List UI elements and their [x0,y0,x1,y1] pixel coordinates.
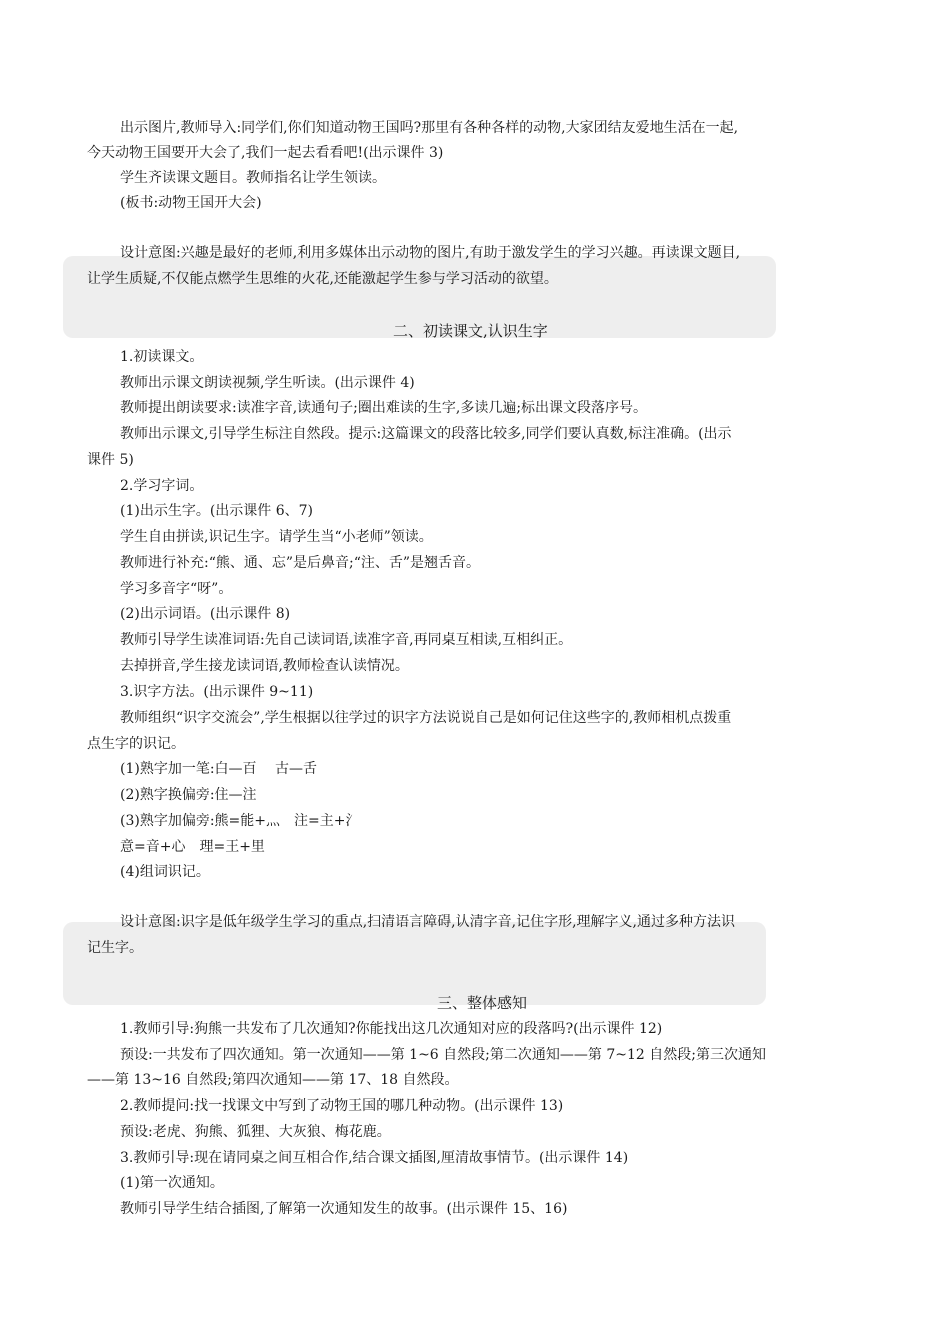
section-3-line: 预设:一共发布了四次通知。第一次通知——第 1~6 自然段;第二次通知——第 7~12 自然段;第三次通知 [120,1047,766,1063]
section-2-line: 教师出示课文,引导学生标注自然段。提示:这篇课文的段落比较多,同学们要认真数,标注准确。(出示 [120,426,732,442]
section-3-line: 预设:老虎、狗熊、狐狸、大灰狼、梅花鹿。 [120,1124,391,1140]
section-3-line: (1)第一次通知。 [120,1175,224,1191]
section-2-line: 教师进行补充:“熊、通、忘”是后鼻音;“注、舌”是翘舌音。 [120,555,481,571]
section-3-line: ——第 13~16 自然段;第四次通知——第 17、18 自然段。 [87,1072,459,1088]
section-2-line: (2)熟字换偏旁:住—注 [120,787,257,803]
design-intent-2-line-2: 记生字。 [87,940,143,956]
section-2-line: 点生字的识记。 [87,736,185,752]
section-2-heading: 二、初读课文,认识生字 [393,322,548,340]
section-3-line: 1.教师引导:狗熊一共发布了几次通知?你能找出这几次通知对应的段落吗?(出示课件 12) [120,1021,663,1037]
read-title-paragraph: 学生齐读课文题目。教师指名让学生领读。 [120,170,386,186]
section-3-line: 3.教师引导:现在请同桌之间互相合作,结合课文插图,厘清故事情节。(出示课件 14) [120,1150,629,1166]
design-intent-highlight-2 [63,922,766,1005]
section-3-line: 2.教师提问:找一找课文中写到了动物王国的哪几种动物。(出示课件 13) [120,1098,564,1114]
section-3-heading: 三、整体感知 [437,994,528,1012]
section-2-line: 教师组织“识字交流会”,学生根据以往学过的识字方法说说自己是如何记住这些字的,教师相机点拨重 [120,710,732,726]
section-2-line: 课件 5) [87,452,134,468]
blackboard-note: (板书:动物王国开大会) [120,195,262,211]
section-2-line: 教师出示课文朗读视频,学生听读。(出示课件 4) [120,375,415,391]
section-2-line: (3)熟字加偏旁:熊=能+灬 注=主+氵 [120,813,360,829]
section-2-line: (1)熟字加一笔:白—百 古—舌 [120,761,317,777]
section-2-line: 意=音+心 理=王+里 [120,839,265,855]
section-2-line: 教师提出朗读要求:读准字音,读通句子;圈出难读的生字,多读几遍;标出课文段落序号。 [120,400,648,416]
section-2-line: 去掉拼音,学生接龙读词语,教师检查认读情况。 [120,658,409,674]
section-2-line: (4)组词识记。 [120,864,210,880]
design-intent-1-line-2: 让学生质疑,不仅能点燃学生思维的火花,还能激起学生参与学习活动的欲望。 [87,271,558,287]
section-2-line: 3.识字方法。(出示课件 9~11) [120,684,314,700]
section-3-line: 教师引导学生结合插图,了解第一次通知发生的故事。(出示课件 15、16) [120,1201,568,1217]
intro-paragraph-line-1: 出示图片,教师导入:同学们,你们知道动物王国吗?那里有各种各样的动物,大家团结友爱地生活在一起, [120,120,739,136]
design-intent-2-line-1: 设计意图:识字是低年级学生学习的重点,扫清语言障碍,认清字音,记住字形,理解字义,通过多种方法识 [120,914,735,930]
design-intent-1-line-1: 设计意图:兴趣是最好的老师,利用多媒体出示动物的图片,有助于激发学生的学习兴趣。再读课文题目, [120,245,741,261]
section-2-line: (2)出示词语。(出示课件 8) [120,606,291,622]
intro-paragraph-line-2: 今天动物王国要开大会了,我们一起去看看吧!(出示课件 3) [87,145,444,161]
section-2-line: 教师引导学生读准词语:先自己读词语,读准字音,再同桌互相读,互相纠正。 [120,632,573,648]
section-2-line: 学生自由拼读,识记生字。请学生当“小老师”领读。 [120,529,433,545]
section-2-line: 1.初读课文。 [120,349,204,365]
section-2-line: (1)出示生字。(出示课件 6、7) [120,503,314,519]
section-2-line: 学习多音字“呀”。 [120,581,233,597]
section-2-line: 2.学习字词。 [120,478,204,494]
